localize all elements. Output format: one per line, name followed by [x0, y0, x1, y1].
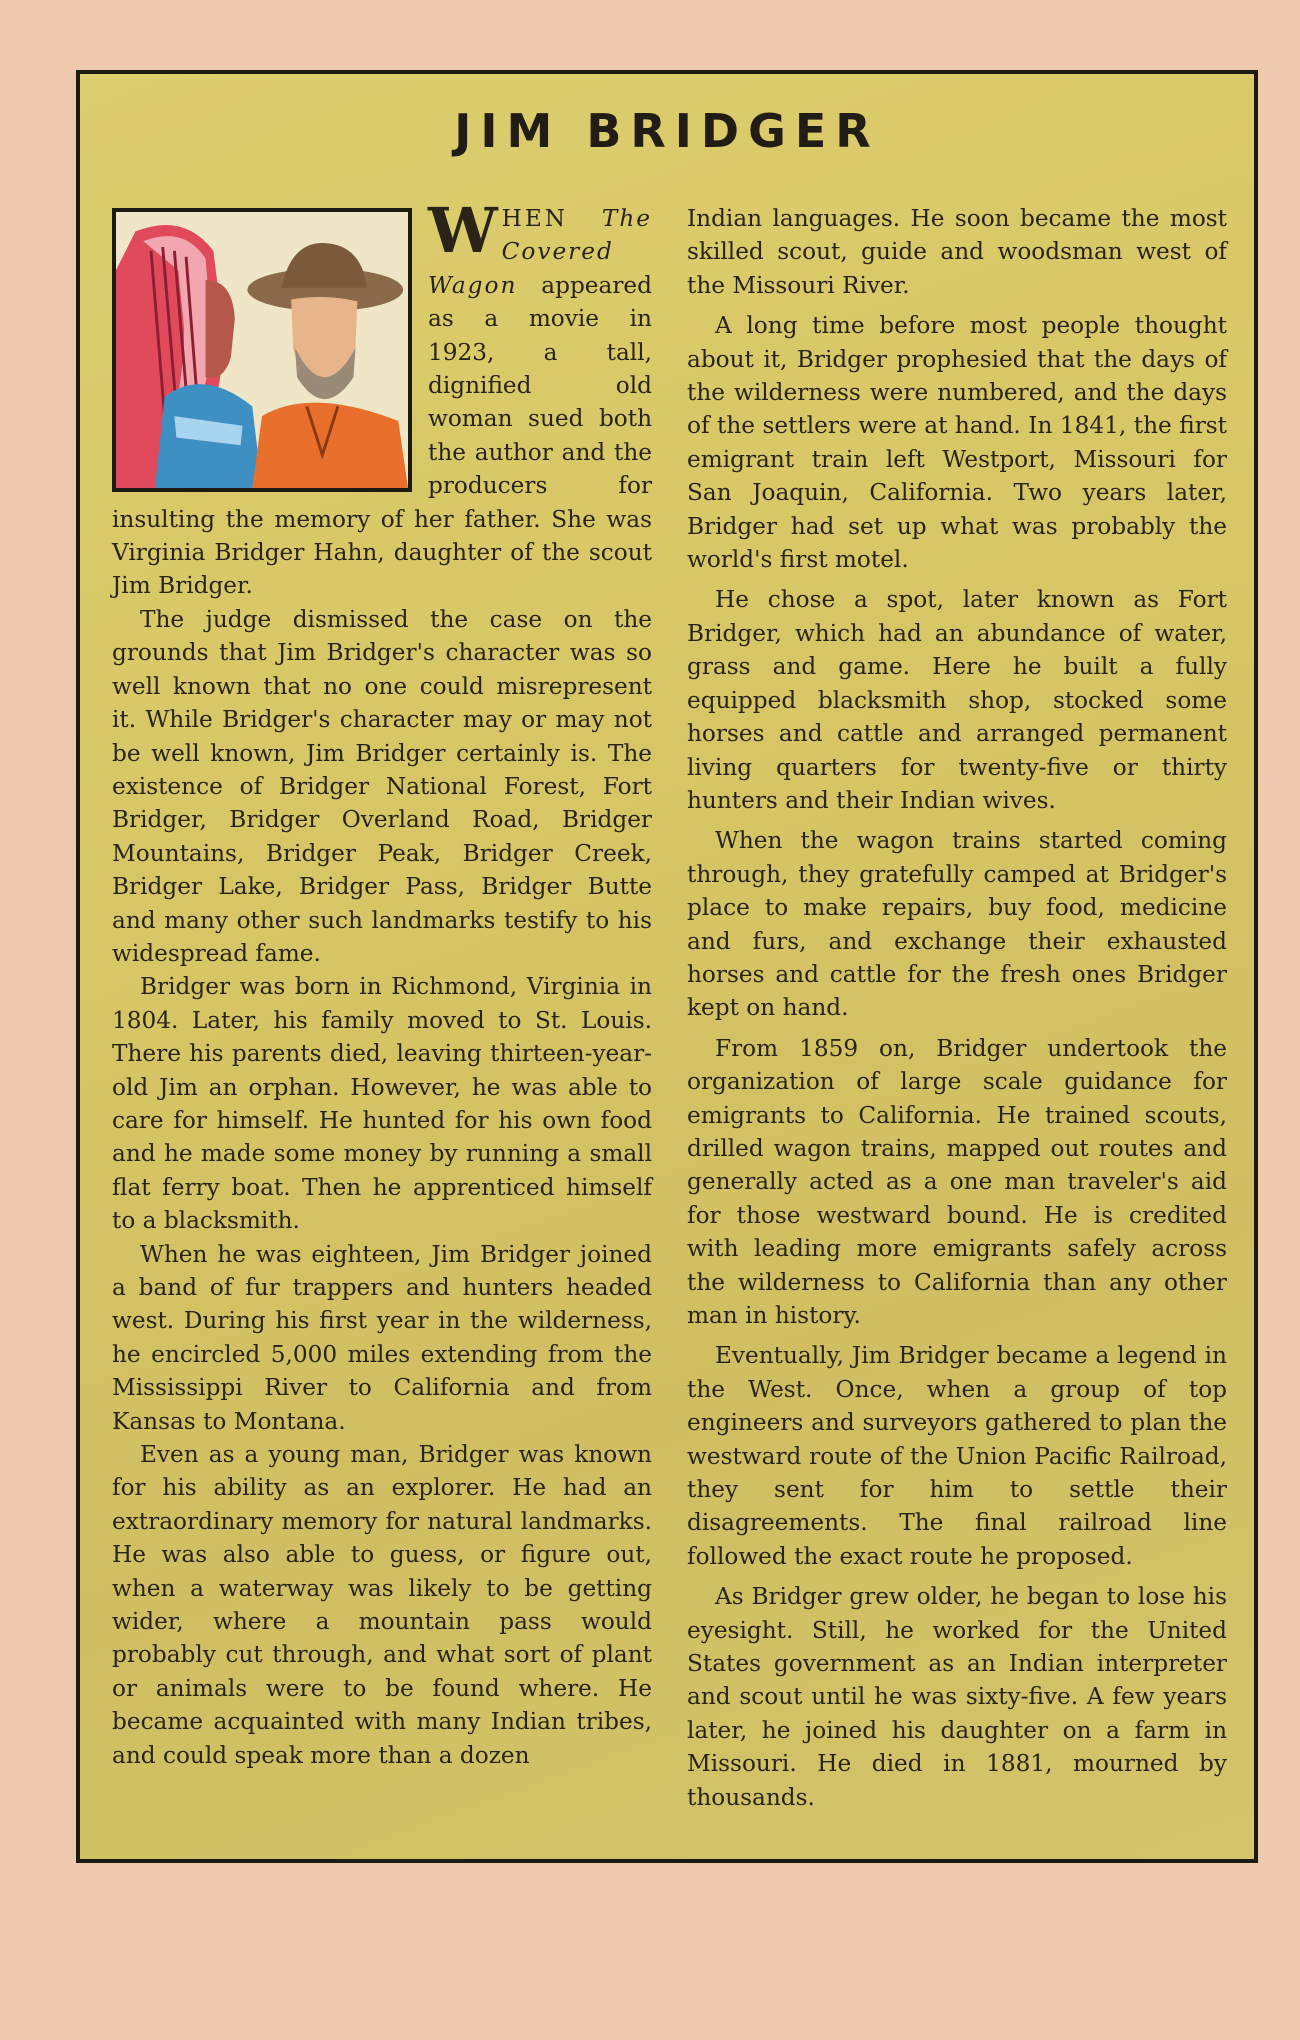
portrait-illustration: [112, 208, 412, 492]
film-title: The Covered Wagon: [428, 205, 652, 299]
left-paragraph: Even as a young man, Bridger was known for his ability as an explorer. He had an extraordinary memory for natural landmarks. He was also able to guess, or figure out, when a waterway was likely to be getting wider, where a mountain pass would probably cut through, and what sort of plant or animals were to be found where. He became acquainted with many Indian tribes, and could speak more than a dozen: [112, 1441, 652, 1769]
left-paragraph: Bridger was born in Richmond, Virginia in 1804. Later, his family moved to St. Louis. There his parents died, leaving thirteen-year-old Jim an orphan. However, he was able to care for himself. He hunted for his own food and he made some money by running a small flat ferry boat. Then he apprenticed himself to a blacksmith.: [112, 973, 652, 1235]
article-panel: [76, 70, 1258, 1863]
right-paragraph: Eventually, Jim Bridger became a legend in the West. Once, when a group of top engineers and surveyors gathered to plan the westward route of the Union Pacific Railroad, they sent for him to settle their disagreements. The final railroad line followed the exact route he proposed.: [687, 1342, 1227, 1570]
right-paragraph: He chose a spot, later known as Fort Bridger, which had an abundance of water, grass and game. Here he built a fully equipped blacksmith shop, stocked some horses and cattle and arranged permanent living quarters for twenty-five or thirty hunters and their Indian wives.: [687, 586, 1227, 814]
right-paragraph: When the wagon trains started coming through, they gratefully camped at Bridger's place to make repairs, buy food, medicine and furs, and exchange their exhausted horses and cattle for the fresh ones Bridger kept on hand.: [687, 827, 1227, 1022]
right-paragraph: A long time before most people thought about it, Bridger prophesied that the days of the wilderness were numbered, and the days of the settlers were at hand. In 1841, the first emigrant train left Westport, Missouri for San Joaquin, California. Two years later, Bridger had set up what was probably the world's first motel.: [687, 312, 1227, 574]
bridger-and-chief-illustration: [116, 212, 408, 488]
left-paragraph: The judge dismissed the case on the grounds that Jim Bridger's character was so well known that no one could misrepresent it. While Bridger's character may or may not be well known, Jim Bridger certainly is. The existence of Bridger National Forest, Fort Bridger, Bridger Overland Road, Bridger Mountains, Bridger Peak, Bridger Creek, Bridger Lake, Bridger Pass, Bridger Butte and many other such landmarks testify to his widespread fame.: [112, 605, 652, 967]
right-column: [687, 202, 1227, 1821]
lead-smallcaps: HEN: [501, 205, 569, 232]
right-paragraph: From 1859 on, Bridger undertook the organization of large scale guidance for emigrants to California. He trained scouts, drilled wagon trains, mapped out routes and generally acted as a one man traveler's aid for those westward bound. He is credited with leading more emigrants safely across the wilderness to California than any other man in history.: [687, 1034, 1227, 1329]
intro-text: appeared as a movie in 1923, a tall, dignified old woman sued both the author and the producers for insulting the memory of her father. She was Virginia Bridger Hahn, daughter of the scout Jim Bridger.: [112, 271, 652, 600]
dropcap-letter: W: [428, 194, 498, 267]
right-paragraph: Indian languages. He soon became the most skilled scout, guide and woodsman west of the Missouri River.: [687, 205, 1227, 299]
left-paragraph: When he was eighteen, Jim Bridger joined a band of fur trappers and hunters headed west. During his first year in the wilderness, he encircled 5,000 miles extending from the Mississippi River to California and from Kansas to Montana.: [112, 1240, 652, 1435]
right-paragraph: As Bridger grew older, he began to lose his eyesight. Still, he worked for the United States government as an Indian interpreter and scout until he was sixty-five. A few years later, he joined his daughter on a farm in Missouri. He died in 1881, mourned by thousands.: [687, 1583, 1227, 1811]
article-title: JIM BRIDGER: [454, 104, 880, 158]
left-column: [112, 194, 652, 1772]
